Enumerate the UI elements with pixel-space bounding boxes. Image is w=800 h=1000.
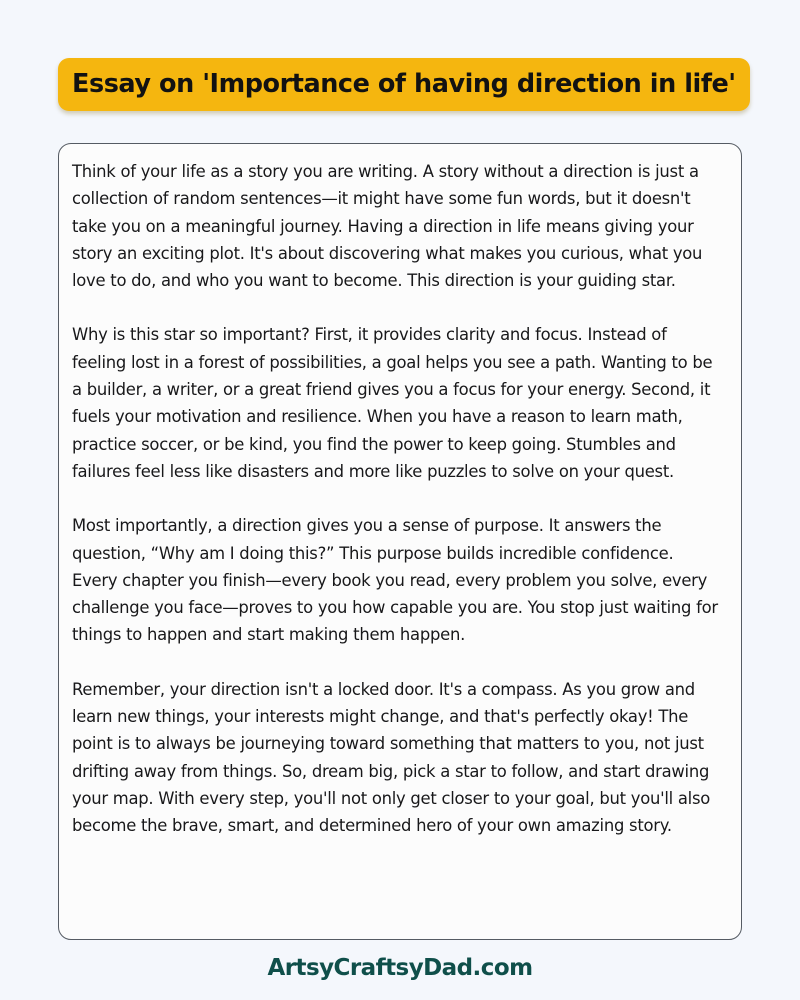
essay-title-banner [58,58,750,111]
essay-paragraph: Most importantly, a direction gives you a sense of purpose. It answers the question, “Why am I doing this?” This purpose builds incredible confidence. Every chapter you finish—every book you read, every problem you solve, every challenge you face—proves to you how capable you are. You stop just waiting for things to happen and start making them happen. [72,516,718,645]
page-footer [0,955,800,981]
essay-paragraph: Why is this star so important? First, it provides clarity and focus. Instead of feeling lost in a forest of possibilities, a goal helps you see a path. Wanting to be a builder, a writer, or a great friend gives you a focus for your energy. Second, it fuels your motivation and resilience. When you have a reason to learn math, practice soccer, or be kind, you find the power to keep going. Stumbles and failures feel less like disasters and more like puzzles to solve on your quest. [72,325,713,481]
essay-paragraph: Think of your life as a story you are writing. A story without a direction is just a collection of random sentences—it might have some fun words, but it doesn't take you on a meaningful journey. Having a direction in life means giving your story an exciting plot. It's about discovering what makes you curious, what you love to do, and who you want to become. This direction is your guiding star. [72,162,703,291]
page-title: Essay on 'Importance of having direction in life' [72,68,736,99]
essay-body [72,158,723,840]
essay-paragraph: Remember, your direction isn't a locked door. It's a compass. As you grow and learn new things, your interests might change, and that's perfectly okay! The point is to always be journeying toward something that matters to you, not just drifting away from things. So, dream big, pick a star to follow, and start drawing your map. With every step, you'll not only get closer to your goal, but you'll also become the brave, smart, and determined hero of your own amazing story. [72,679,711,836]
brand-watermark: ArtsyCraftsyDad.com [267,955,533,981]
essay-content-card [58,143,742,940]
